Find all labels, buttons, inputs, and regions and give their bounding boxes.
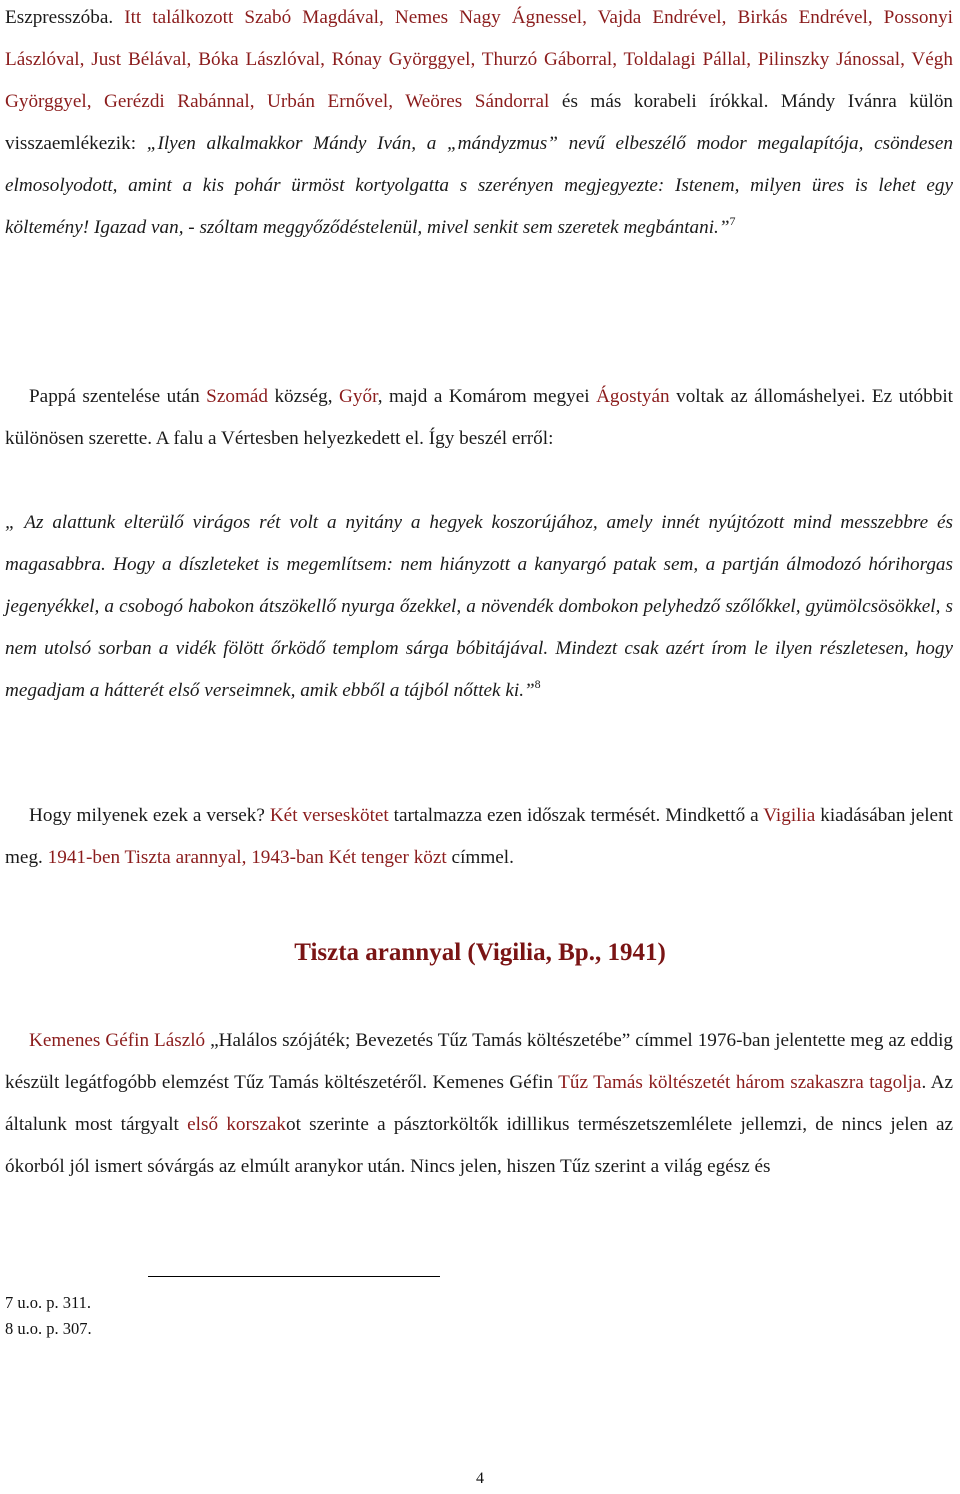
- place-name: Szomád: [206, 386, 268, 407]
- footnote-ref-8: 8: [534, 677, 541, 691]
- place-name: Győr: [339, 386, 378, 407]
- highlighted-text: 1941-ben Tiszta arannyal, 1943-ban Két tenger közt: [47, 847, 447, 868]
- text-run: kiadásában jelent meg.: [5, 805, 953, 868]
- place-name: Ágostyán: [596, 386, 670, 407]
- paragraph-5: [5, 1020, 953, 1188]
- section-heading: Tiszta arannyal (Vigilia, Bp., 1941): [294, 939, 666, 966]
- text-run: község,: [267, 386, 340, 407]
- quote-text: „ Az alattunk elterülő virágos rét volt a nyitány a hegyek koszorújához, amely innét nyújtózott mind messzebbre és magasabbra. Hogy a díszleteket is megemlítsem: nem hiányzott a kanyargó patak sem, a partján álmodozó hórihorgas jegenyékkel, a csobogó habokon átszökellő nyurga őzekkel, a növendék dombokon pelyhedző szőlőkkel, gyümölcsösökkel, s nem utolsó sorban a vidék fölött őrködő templom sárga bóbitájával. Mindezt csak azért írom le ilyen részletesen, hogy megadjam a hátterét első verseimnek, amik ebből a tájból nőttek ki.”: [5, 512, 953, 701]
- paragraph-3-quote: [5, 502, 953, 712]
- highlighted-text: Itt találkozott Szabó Magdával, Nemes Nagy Ágnessel, Vajda Endrével, Birkás Endrével, Possonyi Lászlóval, Just Bélával, Bóka Lászlóval, Rónay Györggyel, Thurzó Gáborral, Toldalagi Pállal, Pilinszky Jánossal, Végh Györggyel, Gerézdi Rabánnal, Urbán Ernővel, Weöres Sándorral: [5, 7, 953, 112]
- footnote-7: 7 u.o. p. 311.: [5, 1293, 92, 1312]
- text-run: „Halálos szójáték; Bevezetés Tűz Tamás költészetébe” címmel 1976-ban jelentette meg az eddig készült legátfogóbb elemzést Tűz Tamás költészetéről. Kemenes Géfin: [5, 1030, 953, 1093]
- quote-text: „Ilyen alkalmakkor Mándy Iván, a „mándyzmus” nevű elbeszélő modor megalapítója, csöndesen elmosolyodott, amint a kis pohár ürmöst kortyolgatta s szerényen megjegyezte: Istenem, milyen üres is lehet egy költemény! Igazad van, - szóltam meggyőződéstelenül, mivel senkit sem szeretek megbántani.”: [5, 133, 953, 238]
- text-run: , majd a Komárom megyei: [377, 386, 597, 407]
- text-run: tartalmazza ezen időszak termését. Mindkettő a: [388, 805, 764, 826]
- highlighted-text: első korszak: [187, 1114, 286, 1135]
- text-run: . Az általunk most tárgyalt: [5, 1072, 953, 1135]
- text-run: ot szerinte a pásztorköltők idillikus természetszemlélete jellemzi, de nincs jelen az ókorból jól ismert sóvárgás az elmúlt aranykor után. Nincs jelen, hiszen Tűz szerint a világ egész és: [5, 1114, 953, 1177]
- text-run: és más korabeli írókkal. Mándy Ivánra külön visszaemlékezik:: [5, 91, 954, 154]
- paragraph-1: [5, 0, 953, 249]
- text-run: Hogy milyenek ezek a versek?: [29, 805, 270, 826]
- footnote-ref-7: 7: [729, 214, 736, 228]
- footnote-divider: [148, 1276, 440, 1277]
- paragraph-2: [5, 376, 953, 460]
- text-run: Eszpresszóba.: [5, 7, 125, 28]
- author-name: Kemenes Géfin László: [29, 1030, 206, 1051]
- paragraph-4: [5, 795, 953, 879]
- publisher-name: Vigilia: [763, 805, 816, 826]
- page-number: 4: [476, 1470, 484, 1487]
- footnote-8: 8 u.o. p. 307.: [5, 1319, 92, 1338]
- text-run: címmel.: [446, 847, 514, 868]
- text-run: Pappá szentelése után: [29, 386, 207, 407]
- text-run: voltak az állomáshelyei. Ez utóbbit különösen szerette. A falu a Vértesben helyezkedett el. Így beszél erről:: [5, 386, 953, 449]
- highlighted-text: Két verseskötet: [269, 805, 389, 826]
- highlighted-text: Tűz Tamás költészetét három szakaszra tagolja: [558, 1072, 922, 1093]
